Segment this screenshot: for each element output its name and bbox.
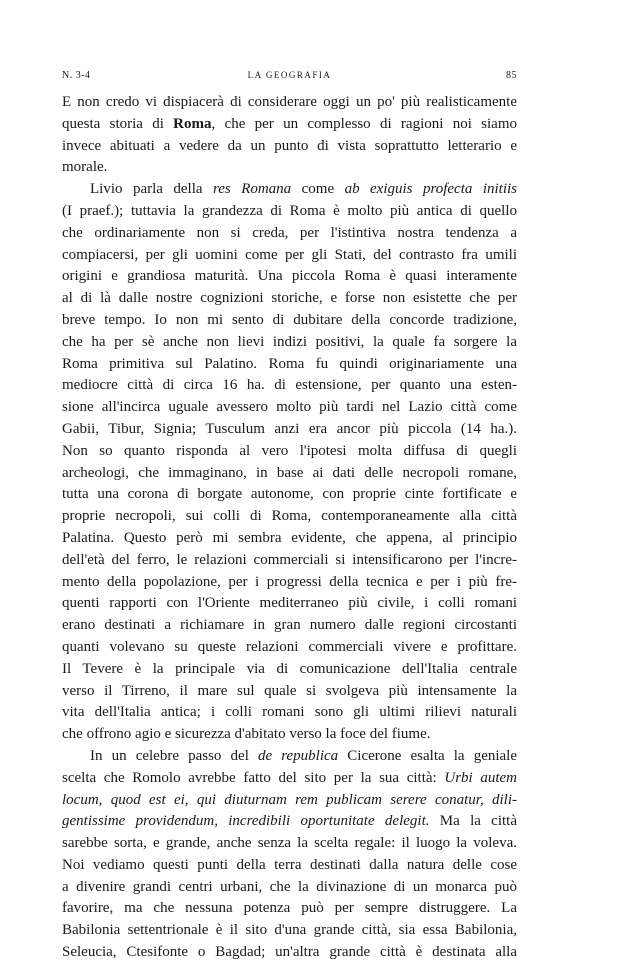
text-line xyxy=(62,310,517,332)
running-header xyxy=(62,70,517,86)
text-segment: questa storia di xyxy=(62,115,174,132)
text-line xyxy=(62,288,517,310)
text-segment: scelta che Romolo avrebbe fatto del sito per la sua città: xyxy=(62,769,445,786)
text-segment: Babilonia settentrionale è il sito d'una grande città, sia essa Babilonia, xyxy=(62,922,517,939)
text-line xyxy=(62,615,517,637)
text-segment: ab exiguis profecta initiis xyxy=(344,181,517,198)
text-line xyxy=(62,179,517,201)
text-segment: breve tempo. Io non mi sento di dubitare della concorde tradizione, xyxy=(62,311,517,328)
text-segment: compiacersi, per gli uomini come per gli Stati, del contrasto fra umili xyxy=(62,246,517,263)
text-line xyxy=(62,397,517,419)
text-line xyxy=(62,768,517,790)
text-segment: dell'età del ferro, le relazioni commerciali si intensificarono per l'incre- xyxy=(62,551,517,568)
text-line xyxy=(62,702,517,724)
text-segment: quanti volevano su queste relazioni commerciali vivere e profittare. xyxy=(62,638,517,655)
text-line xyxy=(62,898,517,920)
text-line xyxy=(62,593,517,615)
journal-title: LA GEOGRAFIA xyxy=(247,70,332,80)
text-segment: vita dell'Italia antica; i colli romani sono gli ultimi rilievi naturali xyxy=(62,704,517,721)
text-segment: verso il Tirreno, il mare sul quale si svolgeva più intensamente la xyxy=(62,682,517,699)
text-segment: a divenire grandi centri urbani, che la divinazione di un monarca può xyxy=(62,878,517,895)
text-line xyxy=(62,223,517,245)
text-line xyxy=(62,136,517,158)
text-line xyxy=(62,419,517,441)
text-line xyxy=(62,550,517,572)
text-segment: Il Tevere è la principale via di comunicazione dell'Italia centrale xyxy=(62,660,517,677)
text-line xyxy=(62,920,517,942)
text-line xyxy=(62,157,517,179)
text-line xyxy=(62,942,517,964)
text-segment: locum, quod est ei, qui diuturnam rem publicam serere conatur, dili- xyxy=(62,791,517,808)
text-segment: E non credo vi dispiacerà di considerare oggi un po' più realisticamente xyxy=(62,94,517,110)
issue-number: N. 3-4 xyxy=(62,70,91,81)
text-segment: proprie necropoli, sui colli di Roma, contemporaneamente alla città xyxy=(62,508,517,525)
text-segment: al di là dalle nostre cognizioni storiche, e forse non esistette che per xyxy=(62,290,517,307)
text-line xyxy=(62,441,517,463)
text-segment: che ordinariamente non si creda, per l'istintiva nostra tendenza a xyxy=(62,224,517,241)
text-segment: Noi vediamo questi punti della terra destinati dalla natura delle cose xyxy=(62,856,517,873)
text-segment: Palatina. Questo però mi sembra evidente, che appena, al principio xyxy=(62,529,517,546)
text-line xyxy=(62,463,517,485)
text-segment: gentissime providendum, incredibili oportunitate delegit. xyxy=(62,813,430,830)
text-segment: (I praef.); tuttavia la grandezza di Roma è molto più antica di quello xyxy=(62,202,517,219)
text-segment: Non so quanto risponda al vero l'ipotesi molta diffusa di quegli xyxy=(62,442,517,459)
text-line xyxy=(62,833,517,855)
text-segment: sarebbe sorta, e grande, anche senza la scelta regale: il luogo la voleva. xyxy=(62,835,517,852)
text-line xyxy=(62,484,517,506)
text-segment: origini e grandiosa maturità. Una piccola Roma è quasi interamente xyxy=(62,268,517,285)
text-segment: de republica xyxy=(257,747,339,764)
text-segment: come xyxy=(291,181,345,198)
text-segment: , che per un complesso di ragioni noi siamo xyxy=(211,115,517,132)
text-line xyxy=(62,724,517,746)
text-segment: Seleucia, Ctesifonte o Bagdad; un'altra grande città è destinata alla xyxy=(62,944,517,961)
text-line xyxy=(62,855,517,877)
text-segment: In un celebre passo del xyxy=(90,747,258,764)
text-segment: morale. xyxy=(62,159,108,176)
text-line xyxy=(62,506,517,528)
text-segment: Urbi autem xyxy=(444,769,518,786)
text-line xyxy=(62,790,517,812)
text-segment: che ha per sè anche non lievi indizi positivi, la quale fa sorgere la xyxy=(62,333,517,350)
text-line xyxy=(62,637,517,659)
text-segment: archeologi, che immaginano, in base ai dati delle necropoli romane, xyxy=(62,464,517,481)
text-segment: mediocre città di circa 16 ha. di estensione, per quanto una esten- xyxy=(62,377,517,394)
text-line xyxy=(62,811,517,833)
text-segment: Roma primitiva sul Palatino. Roma fu quindi originariamente una xyxy=(62,355,517,372)
text-line xyxy=(62,375,517,397)
text-segment: Cicerone esalta la geniale xyxy=(338,747,518,764)
text-segment: res Romana xyxy=(212,181,292,198)
text-segment: Ma la città xyxy=(429,813,518,830)
text-line xyxy=(62,354,517,376)
text-line xyxy=(62,201,517,223)
text-line xyxy=(62,245,517,267)
text-line xyxy=(62,877,517,899)
text-segment: mento della popolazione, per i progressi della tecnica e per i più fre- xyxy=(62,573,517,590)
text-segment: Roma xyxy=(173,115,212,132)
text-segment: erano destinati a richiamare in gran numero dalle regioni circostanti xyxy=(62,617,517,634)
text-line xyxy=(62,114,517,136)
text-segment: quenti rapporti con l'Oriente mediterraneo più civile, i colli romani xyxy=(62,595,517,612)
text-line xyxy=(62,659,517,681)
body-text xyxy=(62,92,517,964)
text-line xyxy=(62,332,517,354)
text-line xyxy=(62,266,517,288)
text-line xyxy=(62,681,517,703)
page-number: 85 xyxy=(506,70,517,81)
text-line xyxy=(62,92,517,114)
text-line xyxy=(62,746,517,768)
text-segment: favorire, ma che nessuna potenza può per sempre distruggere. La xyxy=(62,900,517,917)
text-segment: invece abituati a vedere da un punto di vista soprattutto letterario e xyxy=(62,137,517,154)
text-segment: tutta una corona di borgate autonome, con proprie cinte fortificate e xyxy=(62,486,517,503)
text-segment: che offrono agio e sicurezza d'abitato verso la foce del fiume. xyxy=(62,726,431,743)
text-line xyxy=(62,572,517,594)
text-line xyxy=(62,528,517,550)
text-segment: sione all'incirca uguale avessero molto più tardi nel Lazio città come xyxy=(62,399,517,416)
text-segment: Livio parla della xyxy=(90,181,213,198)
text-segment: Gabii, Tibur, Signia; Tusculum anzi era ancor più piccola (14 ha.). xyxy=(62,420,517,437)
